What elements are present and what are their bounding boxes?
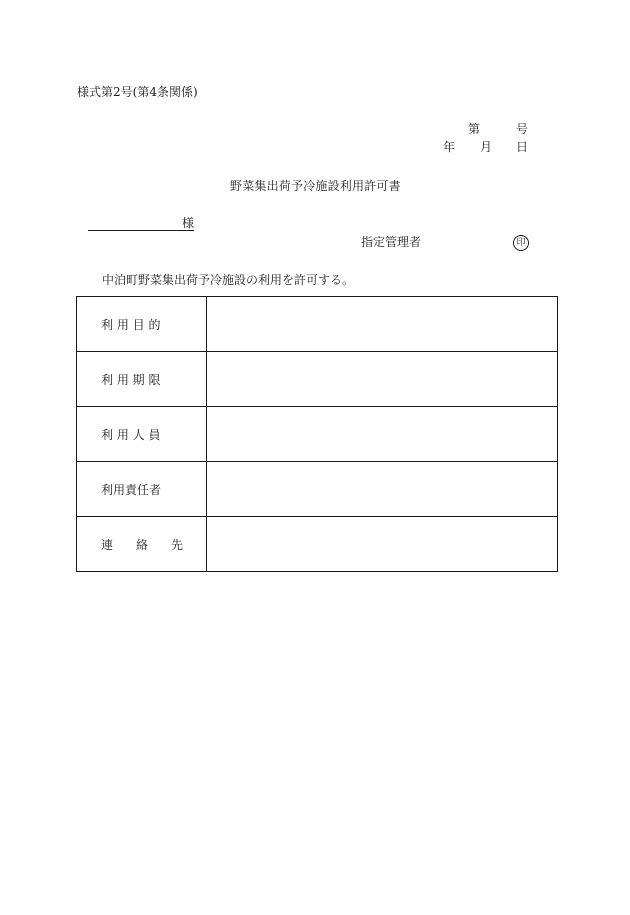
contact-field[interactable] bbox=[207, 517, 558, 572]
date-month: 月 bbox=[480, 140, 493, 154]
usage-period-field[interactable] bbox=[207, 352, 558, 407]
permit-details-table bbox=[76, 296, 558, 572]
contact-label: 連 絡 先 bbox=[77, 517, 207, 572]
usage-period-label: 利 用 期 限 bbox=[77, 352, 207, 407]
table-row bbox=[77, 462, 558, 517]
responsible-person-field[interactable] bbox=[207, 462, 558, 517]
usage-purpose-field[interactable] bbox=[207, 297, 558, 352]
table-row bbox=[77, 517, 558, 572]
seal-icon: 印 bbox=[513, 235, 529, 251]
number-of-users-label: 利 用 人 員 bbox=[77, 407, 207, 462]
form-number: 様式第2号(第4条関係) bbox=[77, 85, 198, 99]
table-row bbox=[77, 297, 558, 352]
date-day: 日 bbox=[516, 140, 529, 154]
addressee-blank-line bbox=[88, 230, 194, 231]
responsible-person-label: 利用責任者 bbox=[77, 462, 207, 517]
table-row bbox=[77, 352, 558, 407]
usage-purpose-label: 利 用 目 的 bbox=[77, 297, 207, 352]
designated-manager-label: 指定管理者 bbox=[361, 235, 422, 249]
date-year: 年 bbox=[443, 140, 456, 154]
number-prefix: 第 bbox=[468, 122, 481, 136]
addressee-suffix: 様 bbox=[182, 216, 195, 230]
table-row bbox=[77, 407, 558, 462]
number-of-users-field[interactable] bbox=[207, 407, 558, 462]
number-suffix: 号 bbox=[516, 122, 529, 136]
permit-statement: 中泊町野菜集出荷予冷施設の利用を許可する。 bbox=[102, 273, 355, 287]
document-title: 野菜集出荷予冷施設利用許可書 bbox=[230, 179, 401, 193]
